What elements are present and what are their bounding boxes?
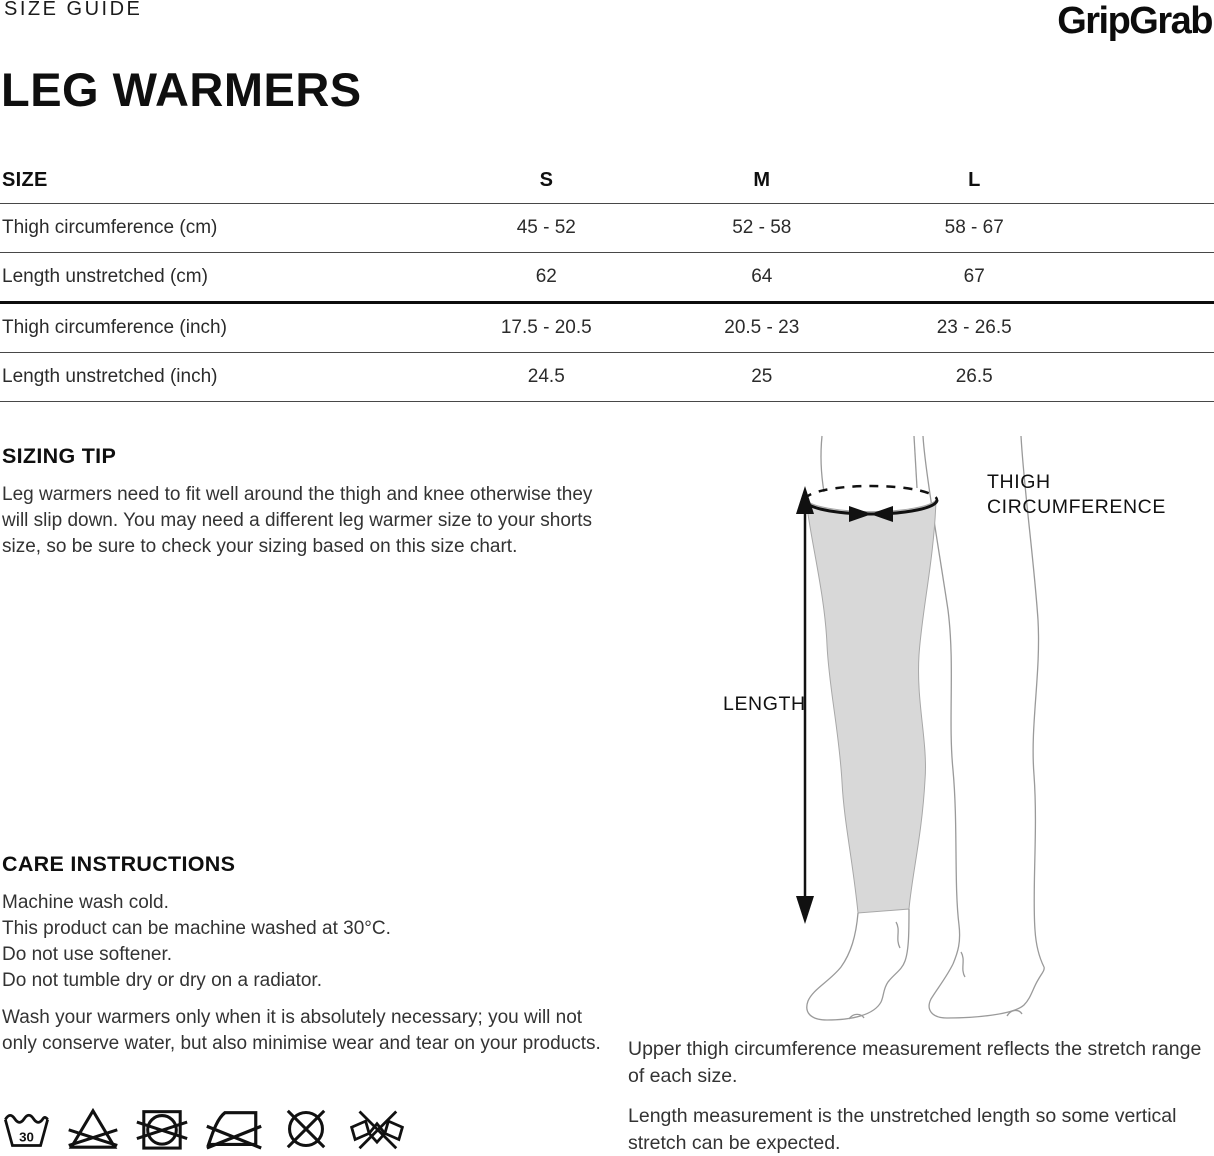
do-not-tumble-dry-icon bbox=[136, 1104, 188, 1154]
cell-value: 20.5 - 23 bbox=[724, 317, 800, 338]
table-row bbox=[0, 204, 1214, 253]
table-header-row bbox=[0, 158, 1214, 204]
machine-wash-30-icon bbox=[3, 1104, 50, 1154]
care-paragraph: Wash your warmers only when it is absolutely necessary; you will not only conserve water, but also minimise wear and tear on your products. bbox=[2, 1007, 601, 1054]
care-line: This product can be machine washed at 30°C. bbox=[2, 918, 391, 939]
care-icons-row bbox=[3, 1104, 405, 1154]
care-heading: CARE INSTRUCTIONS bbox=[2, 852, 236, 876]
note-length: Length measurement is the unstretched length so some vertical stretch can be expected. bbox=[628, 1105, 1177, 1154]
page-title: LEG WARMERS bbox=[1, 63, 362, 116]
cell-value: 24.5 bbox=[527, 366, 565, 387]
cell-value: 45 - 52 bbox=[516, 217, 576, 238]
cell-value: 26.5 bbox=[955, 366, 993, 387]
sizing-tip-section bbox=[2, 444, 602, 560]
care-line: Do not use softener. bbox=[2, 944, 173, 965]
length-arrow-head-top bbox=[796, 486, 814, 514]
table-header-size: SIZE bbox=[2, 169, 48, 191]
row-label: Length unstretched (cm) bbox=[2, 266, 208, 287]
page-kicker: SIZE GUIDE bbox=[4, 0, 143, 20]
length-label: LENGTH bbox=[723, 693, 806, 715]
table-row bbox=[0, 304, 1214, 353]
table-row bbox=[0, 253, 1214, 304]
note-thigh: Upper thigh circumference measurement reflects the stretch range of each size. bbox=[628, 1038, 1202, 1087]
table-header-m: M bbox=[753, 169, 771, 191]
do-not-wring-icon bbox=[349, 1104, 405, 1154]
length-arrow-head-bottom bbox=[796, 896, 814, 924]
svg-text:30: 30 bbox=[19, 1129, 34, 1145]
care-instructions-section bbox=[2, 852, 610, 1057]
cell-value: 64 bbox=[751, 266, 773, 287]
row-label: Length unstretched (inch) bbox=[2, 366, 218, 387]
leg-measurement-diagram bbox=[625, 430, 1214, 1040]
cell-value: 17.5 - 20.5 bbox=[500, 317, 592, 338]
cell-value: 25 bbox=[751, 366, 773, 387]
do-not-bleach-icon bbox=[67, 1104, 119, 1154]
cell-value: 52 - 58 bbox=[732, 217, 792, 238]
sizing-tip-body: Leg warmers need to fit well around the thigh and knee otherwise they will slip down. You may need a different leg warmer size to your shorts size, so be sure to check your sizing based on this size chart. bbox=[2, 484, 593, 557]
brand-logo: GripGrab bbox=[1057, 0, 1212, 42]
cell-value: 62 bbox=[535, 266, 557, 287]
do-not-iron-icon bbox=[205, 1104, 263, 1154]
thigh-ellipse-dashed-arc bbox=[805, 486, 937, 500]
table-header-s: S bbox=[539, 169, 553, 191]
thigh-circumference-label-line2: CIRCUMFERENCE bbox=[987, 496, 1166, 518]
legs-illustration bbox=[625, 430, 1214, 1040]
thigh-circumference-label-line1: THIGH bbox=[987, 471, 1051, 493]
row-label: Thigh circumference (cm) bbox=[2, 217, 218, 238]
table-row bbox=[0, 353, 1214, 402]
sizing-tip-heading: SIZING TIP bbox=[2, 444, 117, 468]
row-label: Thigh circumference (inch) bbox=[2, 317, 227, 338]
size-table bbox=[0, 158, 1214, 402]
leg-warmer-shape bbox=[806, 500, 936, 913]
do-not-dry-clean-icon bbox=[280, 1104, 332, 1154]
cell-value: 58 - 67 bbox=[944, 217, 1004, 238]
cell-value: 67 bbox=[963, 266, 985, 287]
measurement-notes bbox=[628, 1036, 1214, 1156]
cell-value: 23 - 26.5 bbox=[936, 317, 1012, 338]
table-header-l: L bbox=[968, 169, 981, 191]
care-line: Machine wash cold. bbox=[2, 892, 169, 913]
care-line: Do not tumble dry or dry on a radiator. bbox=[2, 970, 322, 991]
